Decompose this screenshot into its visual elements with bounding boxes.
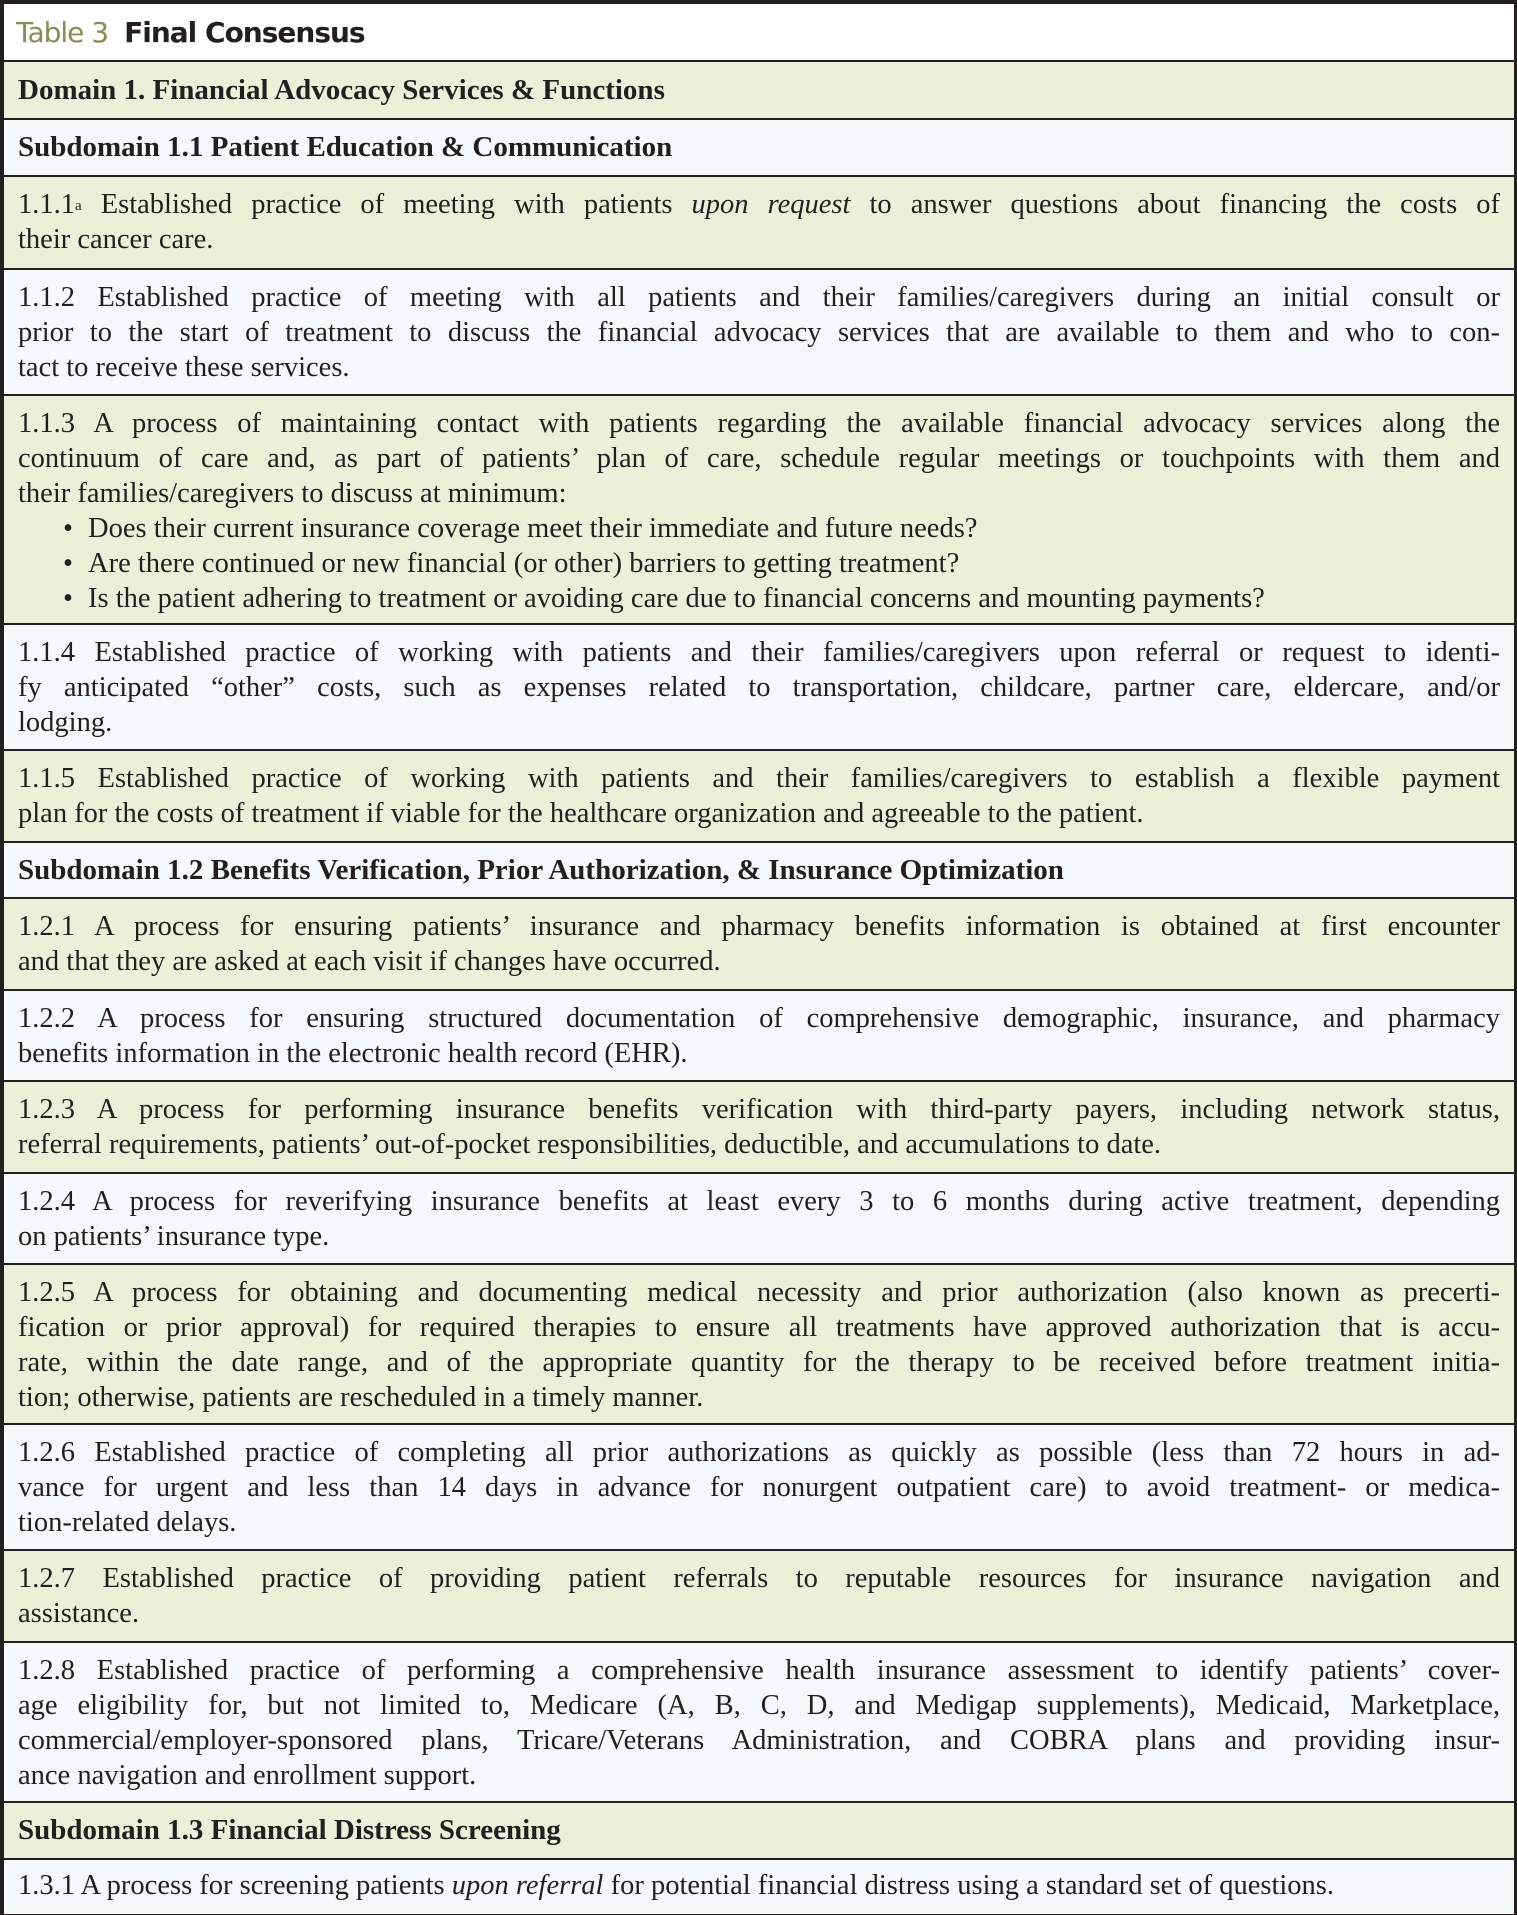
bullet-icon: • bbox=[63, 548, 73, 579]
item-line: 1.1.5 Established practice of working with patients and their families/caregivers to establish a flexible payment bbox=[18, 763, 1500, 794]
subdomain-title: Subdomain 1.1 Patient Education & Communication bbox=[18, 131, 673, 163]
table-title: Final Consensus bbox=[124, 15, 365, 49]
item-line: 1.1.3 A process of maintaining contact with patients regarding the available financial advocacy services along the bbox=[18, 408, 1500, 439]
item-text: 1.3.1 A process for screening patients bbox=[18, 1870, 452, 1901]
item-line: prior to the start of treatment to discuss the financial advocacy services that are available to them and who to con- bbox=[18, 317, 1500, 348]
item-line: 1.1.2 Established practice of meeting with all patients and their families/caregivers during an initial consult or bbox=[18, 282, 1500, 313]
bullet-item bbox=[18, 581, 1500, 616]
item-text: to answer questions about financing the costs of bbox=[850, 189, 1500, 220]
table-row bbox=[4, 396, 1514, 625]
item-line: tion-related delays. bbox=[18, 1507, 237, 1538]
subdomain-heading bbox=[4, 1803, 1514, 1860]
table-row bbox=[4, 751, 1514, 843]
table-row bbox=[4, 991, 1514, 1082]
item-line: rate, within the date range, and of the appropriate quantity for the therapy to be received before treatment initia- bbox=[18, 1347, 1500, 1378]
bullet-item bbox=[18, 511, 1500, 546]
item-line: on patients’ insurance type. bbox=[18, 1221, 330, 1252]
domain-heading bbox=[4, 62, 1514, 120]
item-text: for potential financial distress using a standard set of questions. bbox=[603, 1870, 1335, 1901]
table-row bbox=[4, 1425, 1514, 1551]
table-label: Table 3 bbox=[16, 15, 109, 49]
item-line bbox=[18, 187, 1500, 222]
table-row bbox=[4, 1860, 1514, 1914]
item-line: 1.2.8 Established practice of performing a comprehensive health insurance assessment to identify patients’ cover- bbox=[18, 1655, 1500, 1686]
item-line: lodging. bbox=[18, 707, 113, 738]
item-line: assistance. bbox=[18, 1598, 140, 1629]
table-row bbox=[4, 1265, 1514, 1425]
item-line: ance navigation and enrollment support. bbox=[18, 1760, 477, 1791]
item-line: and that they are asked at each visit if changes have occurred. bbox=[18, 946, 721, 977]
bullet-icon: • bbox=[63, 583, 73, 614]
table-row bbox=[4, 899, 1514, 991]
item-line: 1.2.4 A process for reverifying insurance benefits at least every 3 to 6 months during active treatment, depending bbox=[18, 1186, 1500, 1217]
domain-title: Domain 1. Financial Advocacy Services & Functions bbox=[18, 73, 665, 106]
item-line: 1.2.3 A process for performing insurance benefits verification with third-party payers, including network status, bbox=[18, 1094, 1500, 1125]
item-line: age eligibility for, but not limited to, Medicare (A, B, C, D, and Medigap supplements), Medicaid, Marketplace, bbox=[18, 1690, 1500, 1721]
item-line: fication or prior approval) for required therapies to ensure all treatments have approved authorization that is accu- bbox=[18, 1312, 1500, 1343]
table-row bbox=[4, 177, 1514, 270]
item-line: 1.2.7 Established practice of providing patient referrals to reputable resources for insurance navigation and bbox=[18, 1563, 1500, 1594]
bullet-icon: • bbox=[63, 513, 73, 544]
item-emphasis: upon referral bbox=[451, 1870, 604, 1901]
item-line: referral requirements, patients’ out-of-pocket responsibilities, deductible, and accumulations to date. bbox=[18, 1129, 1162, 1160]
item-line: their families/caregivers to discuss at minimum: bbox=[18, 478, 567, 509]
item-line: commercial/employer-sponsored plans, Tricare/Veterans Administration, and COBRA plans and providing insur- bbox=[18, 1725, 1500, 1756]
item-line: benefits information in the electronic health record (EHR). bbox=[18, 1038, 688, 1069]
item-line: vance for urgent and less than 14 days in advance for nonurgent outpatient care) to avoid treatment- or medica- bbox=[18, 1472, 1500, 1503]
item-line: plan for the costs of treatment if viable for the healthcare organization and agreeable to the patient. bbox=[18, 798, 1144, 829]
subdomain-heading bbox=[4, 843, 1514, 899]
item-line: 1.2.2 A process for ensuring structured documentation of comprehensive demographic, insurance, and pharmacy bbox=[18, 1003, 1500, 1034]
subdomain-title: Subdomain 1.3 Financial Distress Screening bbox=[18, 1814, 561, 1846]
table-row bbox=[4, 1174, 1514, 1265]
bullet-text: Is the patient adhering to treatment or avoiding care due to financial concerns and mounting payments? bbox=[88, 583, 1265, 614]
subdomain-title: Subdomain 1.2 Benefits Verification, Prior Authorization, & Insurance Optimization bbox=[18, 853, 1064, 886]
item-line: 1.2.6 Established practice of completing all prior authorizations as quickly as possible (less than 72 hours in ad- bbox=[18, 1437, 1500, 1468]
item-line: 1.2.1 A process for ensuring patients’ insurance and pharmacy benefits information is obtained at first encounter bbox=[18, 911, 1500, 942]
item-emphasis: upon request bbox=[691, 189, 851, 220]
item-line: 1.2.5 A process for obtaining and documenting medical necessity and prior authorization (also known as precerti- bbox=[18, 1277, 1500, 1308]
bullet-text: Are there continued or new financial (or other) barriers to getting treatment? bbox=[88, 548, 960, 579]
item-text: Established practice of meeting with patients bbox=[81, 189, 692, 220]
item-line: tact to receive these services. bbox=[18, 352, 350, 383]
bullet-text: Does their current insurance coverage meet their immediate and future needs? bbox=[88, 513, 978, 544]
bullet-item bbox=[18, 546, 1500, 581]
subdomain-heading bbox=[4, 120, 1514, 177]
item-line: tion; otherwise, patients are rescheduled in a timely manner. bbox=[18, 1382, 704, 1413]
item-line: 1.1.4 Established practice of working with patients and their families/caregivers upon referral or request to identi- bbox=[18, 637, 1500, 668]
table-caption bbox=[4, 4, 1514, 62]
table-row bbox=[4, 1643, 1514, 1803]
item-number: 1.1.1 bbox=[18, 189, 75, 220]
item-line: continuum of care and, as part of patients’ plan of care, schedule regular meetings or touchpoints with them and bbox=[18, 443, 1500, 474]
table-row bbox=[4, 270, 1514, 396]
item-line: their cancer care. bbox=[18, 224, 214, 255]
footnote-marker: a bbox=[75, 198, 82, 214]
item-line: fy anticipated “other” costs, such as expenses related to transportation, childcare, partner care, eldercare, and/or bbox=[18, 672, 1500, 703]
item-line bbox=[18, 1868, 1500, 1903]
table-row bbox=[4, 1082, 1514, 1174]
table-row bbox=[4, 625, 1514, 751]
table-row bbox=[4, 1551, 1514, 1643]
